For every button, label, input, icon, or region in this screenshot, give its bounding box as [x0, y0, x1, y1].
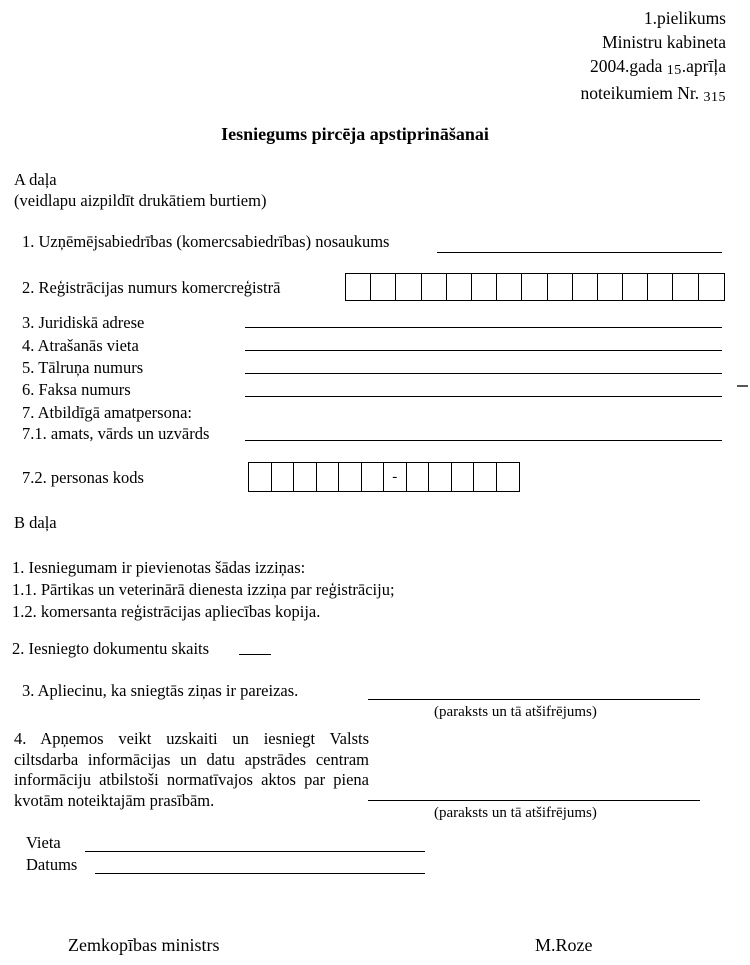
box-cell[interactable] — [249, 463, 272, 491]
box-cell[interactable] — [429, 463, 452, 491]
page-title: Iesniegums pircēja apstiprināšanai — [221, 124, 489, 144]
field-input-document-count[interactable] — [239, 654, 271, 655]
field-input-signature-2[interactable] — [368, 800, 700, 801]
box-cell[interactable] — [673, 274, 698, 300]
header-line-appendix: 1.pielikums — [643, 8, 726, 28]
field-input-registration-number[interactable] — [345, 273, 725, 301]
field-label-position-name-surname: 7.1. amats, vārds un uzvārds — [22, 424, 210, 443]
box-cell[interactable] — [497, 463, 520, 491]
part-a-heading: A daļa — [14, 170, 57, 189]
box-cell[interactable] — [339, 463, 362, 491]
field-label-company-name: 1. Uzņēmējsabiedrības (komercsabiedrības) nosaukums — [22, 232, 390, 251]
box-cell[interactable] — [497, 274, 522, 300]
part-b-item-3-label: 3. Apliecinu, ka sniegtās ziņas ir pareizas. — [22, 681, 299, 700]
field-input-signature-1[interactable] — [368, 699, 700, 700]
box-cell[interactable] — [472, 274, 497, 300]
part-b-item-1-2: 1.2. komersanta reģistrācijas apliecības kopija. — [12, 602, 321, 621]
part-b-item-1: 1. Iesniegumam ir pievienotas šādas izziņas: — [12, 558, 306, 577]
field-input-position-name-surname[interactable] — [245, 440, 722, 441]
field-label-date: Datums — [26, 855, 78, 874]
minister-name: M.Roze — [535, 935, 593, 955]
part-a-note: (veidlapu aizpildīt drukātiem burtiem) — [14, 191, 267, 210]
box-cell[interactable] — [396, 274, 421, 300]
header-date-prefix: 2004.gada — [589, 56, 663, 76]
field-label-personal-code: 7.2. personas kods — [22, 468, 144, 487]
header-line-date — [581, 54, 726, 81]
field-input-legal-address[interactable] — [245, 327, 722, 328]
minister-title: Zemkopības ministrs — [68, 935, 220, 955]
signature-caption-1: (paraksts un tā atšifrējums) — [434, 704, 597, 720]
box-cell[interactable] — [362, 463, 385, 491]
box-cell[interactable] — [447, 274, 472, 300]
field-label-responsible-person: 7. Atbildīgā amatpersona: — [22, 403, 193, 422]
field-label-location: 4. Atrašanās vieta — [22, 336, 139, 355]
box-cell[interactable] — [474, 463, 497, 491]
box-cell[interactable] — [407, 463, 430, 491]
header-date-suffix: .aprīļa — [681, 56, 726, 76]
box-cell[interactable] — [623, 274, 648, 300]
field-input-location[interactable] — [245, 350, 722, 351]
field-input-date[interactable] — [95, 873, 425, 874]
box-cell[interactable] — [294, 463, 317, 491]
part-b-heading: B daļa — [14, 513, 57, 532]
header-date-day: 15 — [666, 63, 682, 78]
field-label-place: Vieta — [26, 833, 61, 852]
field-label-phone-number: 5. Tālruņa numurs — [22, 358, 144, 377]
document-reference-header — [581, 6, 726, 108]
signature-caption-2: (paraksts un tā atšifrējums) — [434, 805, 597, 821]
part-b-item-4-text: 4. Apņemos veikt uzskaiti un iesniegt Valsts ciltsdarba informācijas un datu apstrādes centram informāciju atbilstoši normatīvajos aktos par piena kvotām noteiktajām prasībām. — [14, 729, 369, 810]
box-cell[interactable] — [548, 274, 573, 300]
box-cell[interactable] — [598, 274, 623, 300]
scan-artifact-mark — [737, 385, 748, 387]
field-input-personal-code[interactable] — [248, 462, 520, 492]
box-cell[interactable] — [452, 463, 475, 491]
header-regulation-prefix: noteikumiem Nr. — [580, 83, 700, 103]
part-b-item-2-label: 2. Iesniegto dokumentu skaits — [12, 639, 210, 658]
box-separator: - — [384, 463, 407, 491]
field-input-phone-number[interactable] — [245, 373, 722, 374]
header-line-cabinet: Ministru kabineta — [602, 32, 726, 52]
field-label-fax-number: 6. Faksa numurs — [22, 380, 131, 399]
box-cell[interactable] — [346, 274, 371, 300]
header-line-regulation — [581, 81, 726, 108]
box-cell[interactable] — [522, 274, 547, 300]
box-cell[interactable] — [371, 274, 396, 300]
field-label-legal-address: 3. Juridiskā adrese — [22, 313, 145, 332]
box-cell[interactable] — [422, 274, 447, 300]
part-b-item-1-1: 1.1. Pārtikas un veterinārā dienesta izziņa par reģistrāciju; — [12, 580, 395, 599]
field-input-fax-number[interactable] — [245, 396, 722, 397]
box-cell[interactable] — [648, 274, 673, 300]
box-cell[interactable] — [317, 463, 340, 491]
field-input-company-name[interactable] — [437, 252, 722, 253]
box-cell[interactable] — [699, 274, 724, 300]
header-regulation-number: 315 — [703, 90, 726, 105]
box-cell[interactable] — [272, 463, 295, 491]
box-cell[interactable] — [573, 274, 598, 300]
field-input-place[interactable] — [85, 851, 425, 852]
field-label-registration-number: 2. Reģistrācijas numurs komercreģistrā — [22, 278, 281, 297]
